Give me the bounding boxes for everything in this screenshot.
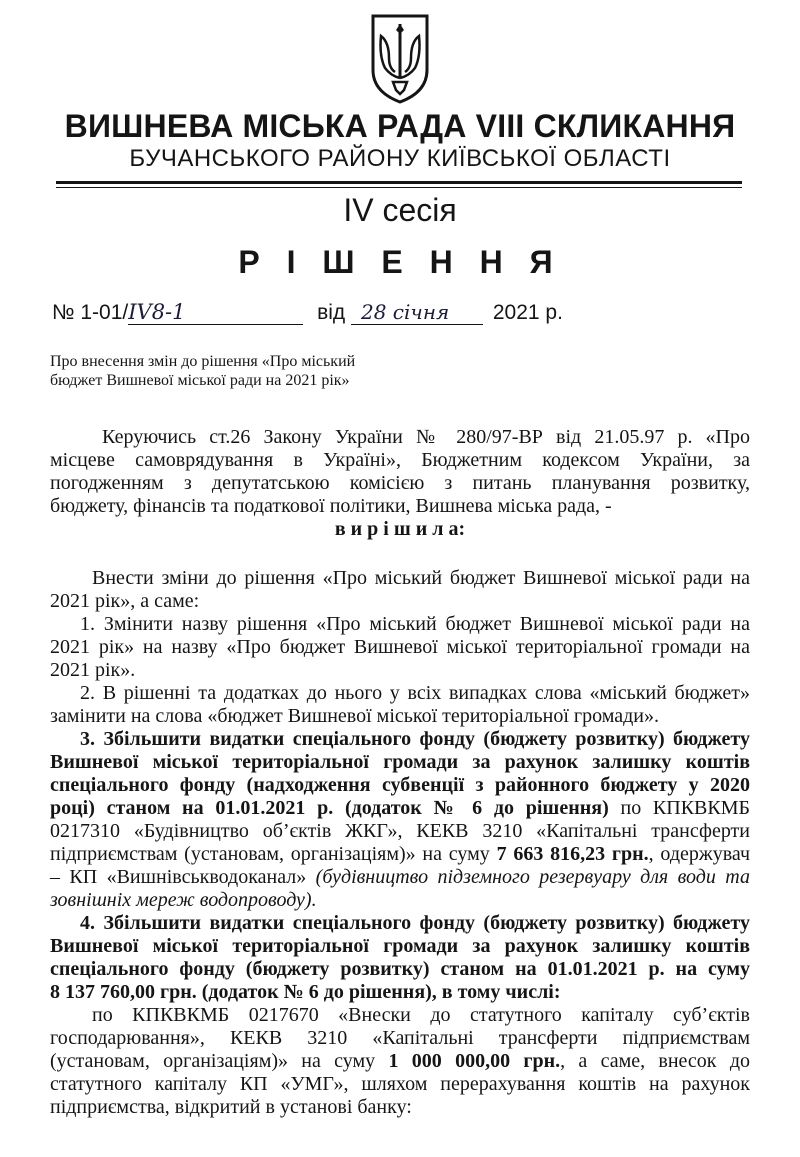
coat-of-arms-icon xyxy=(369,12,431,104)
council-title: ВИШНЕВА МІСЬКА РАДА VIII СКЛИКАННЯ xyxy=(64,108,736,144)
header-rule xyxy=(56,181,742,184)
text-span: підприємствам (установам, організаціям)» на суму xyxy=(50,843,490,865)
text-span: , а саме, внесок до xyxy=(560,1050,750,1072)
body-line: підприємства, відкритий в установі банку: xyxy=(50,1096,412,1118)
decision-subject xyxy=(50,352,470,390)
body-line: Вишневої міської територіальної громади за рахунок залишку коштів xyxy=(50,751,750,773)
italic-span: (будівництво підземного резервуару для води та xyxy=(315,866,750,888)
body-line: 2021 рік». xyxy=(50,659,136,681)
body-line: спеціального фонду (бюджету розвитку) станом на 01.01.2021 р. на суму xyxy=(50,958,750,980)
body-line: 8 137 760,00 грн. (додаток № 6 до рішення), в тому числі: xyxy=(50,981,561,1003)
decision-body xyxy=(50,567,750,1119)
year-label: 2021 р. xyxy=(492,301,563,324)
body-line: 2021 рік», а саме: xyxy=(50,590,200,612)
body-line: зовнішніх мереж водопроводу). xyxy=(50,889,317,911)
body-line xyxy=(50,843,750,866)
preamble-line: бюджету, фінансів та податкової політики, Вишнева міська рада, - xyxy=(50,495,612,517)
body-line: Внести зміни до рішення «Про міський бюджет Вишневої міської ради на xyxy=(92,567,750,589)
body-line: по КПКВКМБ 0217670 «Внески до статутного капіталу суб’єктів xyxy=(92,1004,750,1026)
body-line: 2. В рішенні та додатках до нього у всіх випадках слова «міський бюджет» xyxy=(80,682,750,704)
body-line: Вишневої міської територіальної громади за рахунок залишку коштів xyxy=(50,935,750,957)
preamble-line: погодженням з депутатською комісією з питань планування розвитку, xyxy=(50,472,750,494)
district-title: БУЧАНСЬКОГО РАЙОНУ КИЇВСЬКОЇ ОБЛАСТІ xyxy=(129,145,671,172)
body-line: статутного капіталу КП «УМГ», шляхом перерахування коштів на рахунок xyxy=(50,1073,750,1095)
from-label: від xyxy=(317,301,346,324)
bold-span: році) станом на 01.01.2021 р. (додаток № 6 до рішення) xyxy=(50,797,609,819)
preamble-line: Керуючись ст.26 Закону України № 280/97-ВР від 21.05.97 р. «Про xyxy=(102,426,750,448)
body-line: спеціального фонду (надходження субвенції з районного бюджету у 2020 xyxy=(50,774,750,796)
decision-number-line xyxy=(52,300,563,325)
body-line: 4. Збільшити видатки спеціального фонду (бюджету розвитку) бюджету xyxy=(80,912,750,934)
body-line: господарювання», КЕКВ 3210 «Капітальні трансферти підприємствам xyxy=(50,1027,750,1049)
amount: 7 663 816,23 грн. xyxy=(496,843,649,865)
text-span: по КПКВКМБ xyxy=(620,797,751,819)
preamble-line: місцеве самоврядування в Україні», Бюджетним кодексом України, за xyxy=(50,449,750,471)
decision-title: Р І Ш Е Н Н Я xyxy=(238,244,562,280)
handwritten-number: IV8-1 xyxy=(128,300,303,325)
body-line: 2021 рік» на назву «Про бюджет Вишневої міської територіальної громади на xyxy=(50,636,750,658)
handwritten-date: 28 січня xyxy=(351,300,483,325)
session-title: IV сесія xyxy=(343,192,457,228)
body-line: 3. Збільшити видатки спеціального фонду (бюджету розвитку) бюджету xyxy=(80,728,750,750)
subject-line: бюджет Вишневої міської ради на 2021 рік» xyxy=(50,372,350,389)
amount: 1 000 000,00 грн. xyxy=(388,1050,561,1072)
body-line xyxy=(50,797,750,820)
number-prefix: № 1-01/ xyxy=(52,301,129,324)
resolved-heading: в и р і ш и л а: xyxy=(334,518,466,540)
text-span: (установам, організаціям)» на суму xyxy=(50,1050,376,1072)
body-line xyxy=(50,1050,750,1073)
body-line: замінити на слова «бюджет Вишневої міської територіальної громади». xyxy=(50,705,660,727)
subject-line: Про внесення змін до рішення «Про міський xyxy=(50,353,356,370)
body-line: 0217310 «Будівництво об’єктів ЖКГ», КЕКВ 3210 «Капітальні трансферти xyxy=(50,820,750,842)
text-span: – КП «Вишнівськводоканал» xyxy=(50,866,307,888)
preamble xyxy=(50,426,750,541)
text-span: , одержувач xyxy=(648,843,751,865)
body-line: 1. Змінити назву рішення «Про міський бюджет Вишневої міської ради на xyxy=(80,613,750,635)
header-rule-thin xyxy=(56,187,742,188)
body-line xyxy=(50,866,750,889)
